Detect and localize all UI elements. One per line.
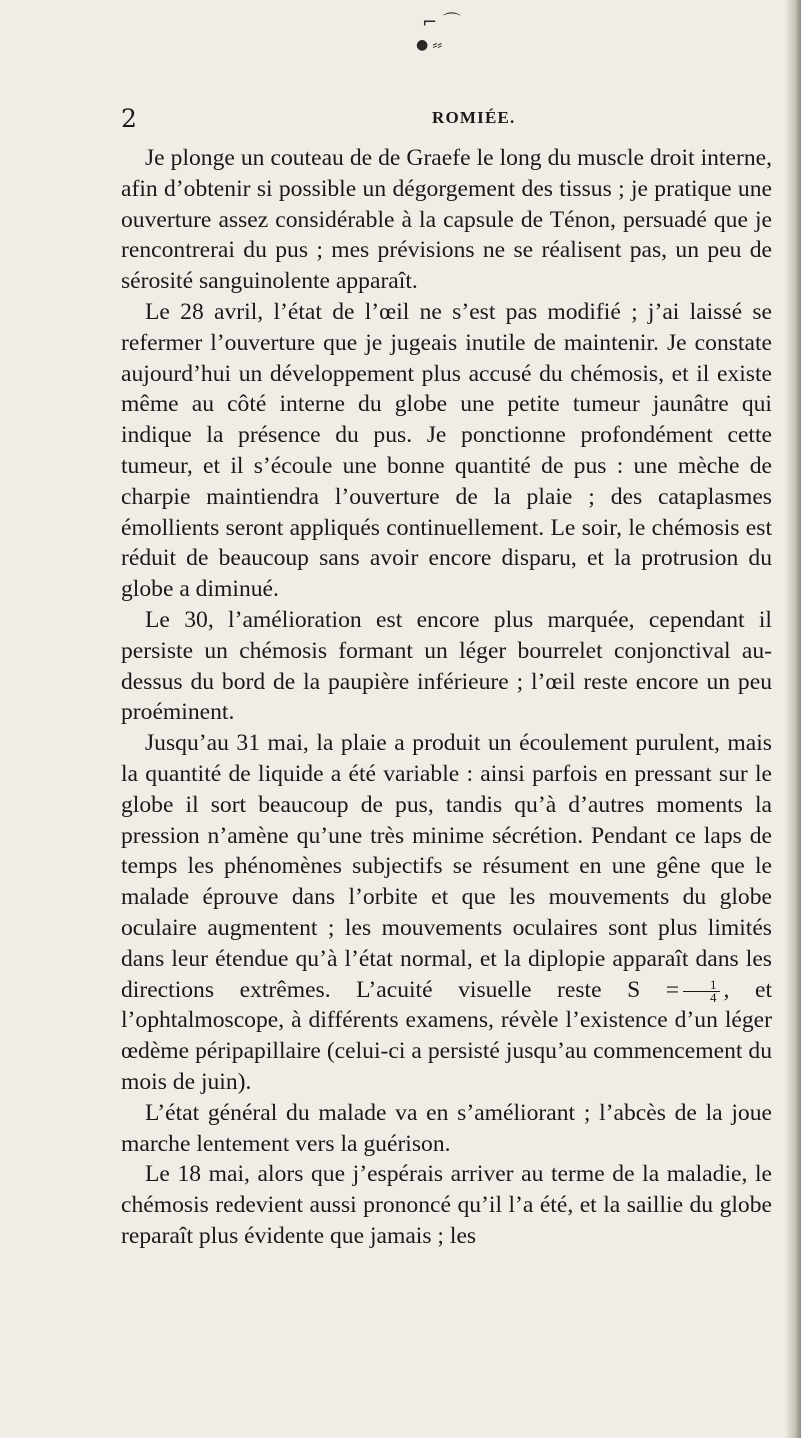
- running-head: ROMIÉE.: [432, 108, 516, 127]
- paragraph: [121, 728, 772, 1098]
- paragraph: Le 30, l’amélioration est encore plus marquée, cependant il persiste un chémosis formant un léger bourrelet conjonctival au-dessus du bord de la paupière inférieure ; l’œil reste encore un peu proéminent.: [121, 606, 772, 726]
- page-number: 2: [121, 104, 137, 133]
- paragraph-text-after: , et l’ophtalmoscope, à différents examens, révèle l’existence d’un léger œdème péripapillaire (celui-ci a persisté jusqu’au commencement du mois de juin).: [121, 976, 773, 1095]
- page-edge-shadow: [785, 0, 801, 1438]
- page-header: [121, 104, 771, 134]
- ink-mark-top: ⌐ ⌒: [422, 12, 461, 33]
- paragraph: Le 28 avril, l’état de l’œil ne s’est pas modifié ; j’ai laissé se refermer l’ouverture que je jugeais inutile de maintenir. Je constate aujourd’hui un développement plus accusé du chémosis, et il existe même au côté interne du globe une petite tumeur jaunâtre qui indique la présence du pus. Je ponctionne profondément cette tumeur, et il s’écoule une bonne quantité de pus : une mèche de charpie maintiendra l’ouverture de la plaie ; des cataplasmes émollients seront appliqués continuellement. Le soir, le chémosis est réduit de beaucoup sans avoir encore disparu, et la protrusion du globe a diminué.: [121, 298, 772, 603]
- fraction-numerator: 1: [683, 979, 720, 992]
- paragraph-text: Jusqu’au 31 mai, la plaie a produit un écoulement purulent, mais la quantité de liquide a été variable : ainsi parfois en pressant sur le globe il sort beaucoup de pus, tandis qu’à d’autres moments la pression n’amène qu’une très minime sécrétion. Pendant ce laps de temps les phénomènes subjectifs se résument en une gêne que le malade éprouve dans l’orbite et que les mouvements du globe oculaire augmentent ; les mouvements oculaires sont plus limités dans leur étendue qu’à l’état normal, et la diplopie apparaît dans les directions extrêmes. L’acuité visuelle reste S =: [121, 730, 772, 1003]
- visual-acuity-fraction: [683, 976, 720, 1005]
- paragraph: L’état général du malade va en s’améliorant ; l’abcès de la joue marche lentement vers la guérison.: [121, 1099, 772, 1157]
- paragraph: Le 18 mai, alors que j’espérais arriver au terme de la maladie, le chémosis redevient aussi prononcé qu’il l’a été, et la saillie du globe reparaît plus évidente que jamais ; les: [121, 1161, 772, 1249]
- paragraph: Je plonge un couteau de de Graefe le long du muscle droit interne, afin d’obtenir si possible un dégorgement des tissus ; je pratique une ouverture assez considérable à la capsule de Ténon, persuadé que je rencontrerai du pus ; mes prévisions ne se réalisent pas, un peu de sérosité sanguinolente apparaît.: [121, 145, 772, 295]
- ink-mark: [400, 6, 510, 66]
- ink-mark-bottom: ● ⸗⸗: [416, 37, 442, 53]
- fraction-denominator: 4: [710, 989, 717, 1005]
- body-text: [121, 143, 772, 1252]
